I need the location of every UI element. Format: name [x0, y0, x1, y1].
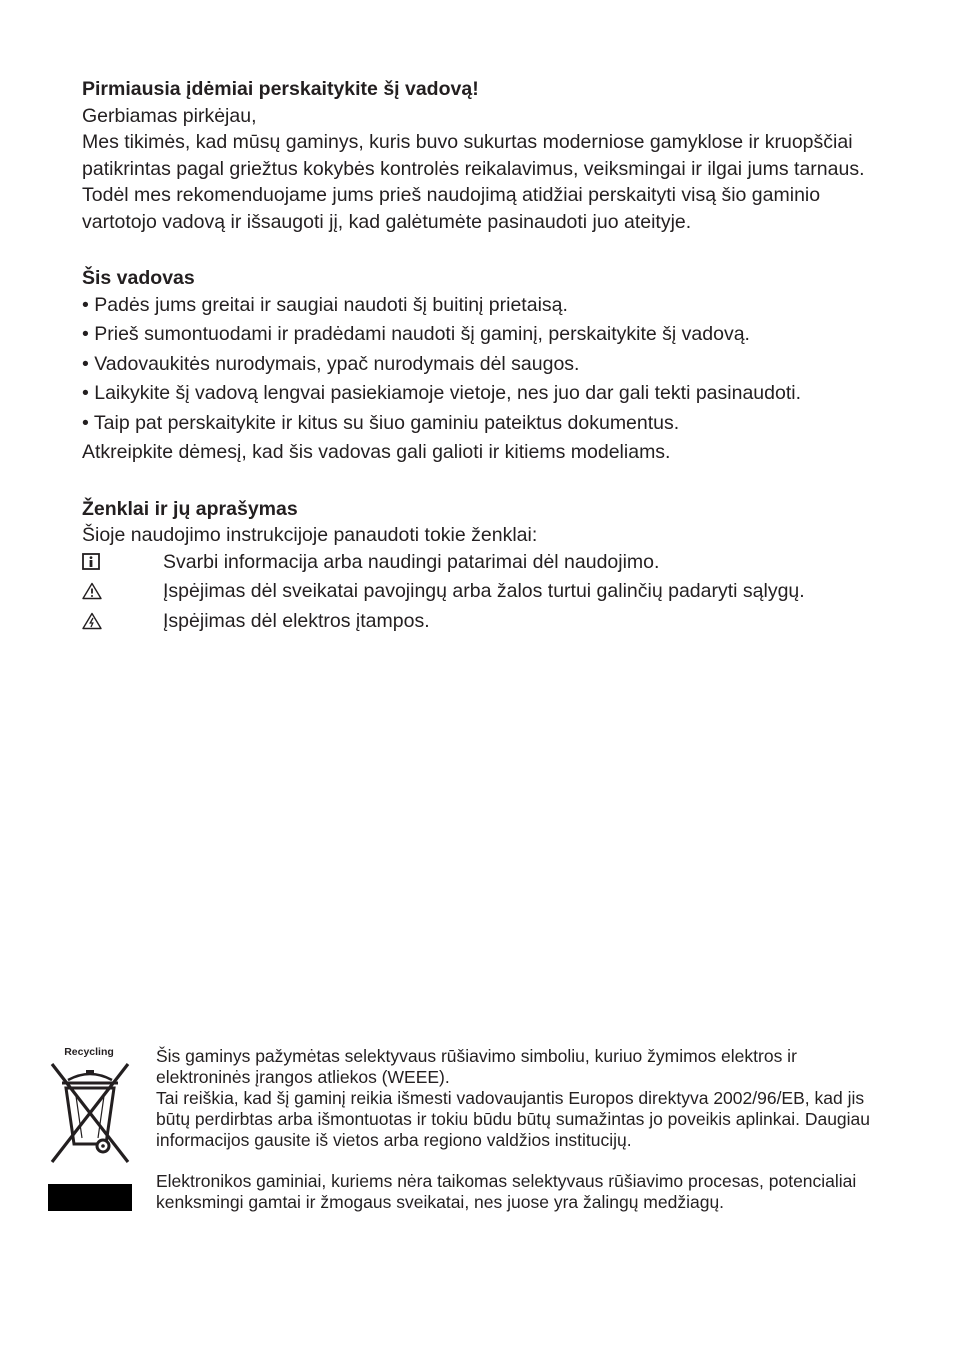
warning-icon	[82, 582, 163, 600]
electric-warning-icon	[82, 612, 163, 630]
weee-paragraph-2: Tai reiškia, kad šį gaminį reikia išmesti vadovaujantis Europos direktyva 2002/96/EB, kad jis būtų perdirbtas arba išmontuotas ir tokiu būdu būtų sumažintas jo poveikis aplinkai. Daugiau informacijos gausite iš vietos arba regiono valdžios institucijų.	[156, 1088, 871, 1150]
weee-paragraph-3: Elektronikos gaminiai, kuriems nėra taikomas selektyvaus rūšiavimo procesas, potencialiai kenksmingi gamtai ir žmogaus sveikatai, nes juose yra žalingų medžiagų.	[156, 1171, 857, 1212]
weee-paragraph-1: Šis gaminys pažymėtas selektyvaus rūšiavimo simboliu, kuriuo žymimos elektros ir elektroninės įrangos atliekos (WEEE).	[156, 1046, 797, 1087]
recycling-label: Recycling	[64, 1046, 114, 1058]
symbols-heading: Ženklai ir jų aprašymas	[82, 497, 298, 520]
symbol-description: Įspėjimas dėl elektros įtampos.	[163, 609, 430, 632]
weee-notice	[156, 1046, 876, 1213]
symbols-intro: Šioje naudojimo instrukcijoje panaudoti tokie ženklai:	[82, 524, 538, 546]
recycling-black-bar	[48, 1184, 132, 1211]
manual-page	[82, 76, 882, 637]
symbol-row-electric	[82, 608, 882, 635]
intro-paragraph-2: Todėl mes rekomenduojame jums prieš naudojimą atidžiai perskaityti visą šio gaminio vartotojo vadovą ir išsaugoti jį, kad galėtumėte pasinaudoti juo ateityje.	[82, 184, 821, 233]
intro-heading: Pirmiausia įdėmiai perskaitykite šį vadovą!	[82, 78, 479, 100]
recycling-symbol	[48, 1046, 132, 1211]
list-item: • Vadovaukitės nurodymais, ypač nurodymais dėl saugos.	[82, 352, 580, 375]
list-item: • Prieš sumontuodami ir pradėdami naudoti šį gaminį, perskaitykite šį vadovą.	[82, 323, 750, 345]
manual-bullet-list	[82, 292, 882, 437]
list-item: • Padės jums greitai ir saugiai naudoti šį buitinį prietaisą.	[82, 293, 568, 316]
list-item: • Taip pat perskaitykite ir kitus su šiuo gaminiu pateiktus dokumentus.	[82, 411, 680, 434]
info-icon	[82, 553, 163, 570]
list-item: • Laikykite šį vadovą lengvai pasiekiamoje vietoje, nes juo dar gali tekti pasinaudoti.	[82, 382, 801, 404]
manual-heading: Šis vadovas	[82, 267, 195, 289]
symbol-description: Svarbi informacija arba naudingi patarimai dėl naudojimo.	[163, 550, 660, 573]
symbol-description: Įspėjimas dėl sveikatai pavojingų arba žalos turtui galinčių padaryti sąlygų.	[163, 580, 805, 602]
crossed-bin-icon	[48, 1058, 132, 1164]
symbol-row-info	[82, 549, 882, 576]
manual-note: Atkreipkite dėmesį, kad šis vadovas gali galioti ir kitiems modeliams.	[82, 441, 671, 463]
intro-paragraph-1: Mes tikimės, kad mūsų gaminys, kuris buvo sukurtas moderniose gamyklose ir kruopščiai patikrintas pagal griežtus kokybės kontrolės reikalavimus, veiksmingai ir ilgai jums tarnaus.	[82, 131, 865, 180]
greeting: Gerbiamas pirkėjau,	[82, 104, 257, 127]
symbol-row-warning	[82, 578, 882, 605]
